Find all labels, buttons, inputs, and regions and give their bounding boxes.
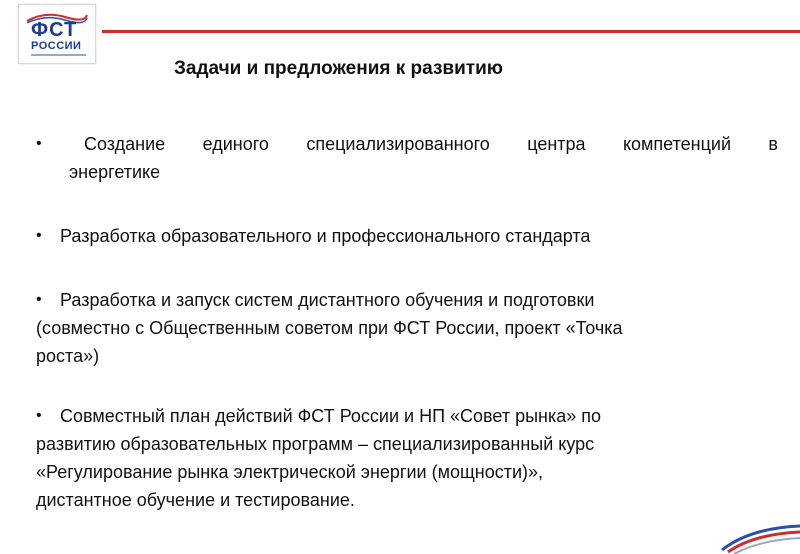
bullet-4-line-4: дистантное обучение и тестирование. [36, 490, 355, 510]
bullet-2-line-1: Разработка образовательного и профессионального стандарта [60, 226, 591, 246]
logo-text-fst: ФСТ [31, 19, 78, 41]
bullet-item-3 [36, 286, 776, 370]
logo-text-russia: РОССИИ [31, 40, 82, 52]
bullet-item-4 [36, 402, 776, 514]
bullet-1-line-1: Создание единого специализированного центра компетенций в [84, 134, 778, 154]
bullet-dot-icon: • [36, 135, 42, 152]
bullet-dot-icon: • [36, 291, 42, 308]
bullet-item-2 [36, 222, 590, 250]
bullet-3-line-3: роста») [36, 346, 100, 366]
bullet-3-line-1: Разработка и запуск систем дистантного обучения и подготовки [60, 290, 595, 310]
bullet-item-1 [36, 130, 778, 186]
bullet-4-line-1: Совместный план действий ФСТ России и НП «Совет рынка» по [60, 406, 602, 426]
header-red-rule [102, 30, 800, 33]
bullet-4-line-2: развитию образовательных программ – специализированный курс [36, 434, 595, 454]
logo-underline [31, 54, 86, 56]
bullet-1-line-2: энергетике [69, 162, 161, 182]
slide-title: Задачи и предложения к развитию [174, 58, 503, 79]
fst-logo [18, 4, 96, 64]
bullet-dot-icon: • [36, 227, 42, 244]
bullet-4-line-3: «Регулирование рынка электрической энергии (мощности)», [36, 462, 544, 482]
flag-swoosh-icon [720, 520, 800, 554]
bullet-dot-icon: • [36, 407, 42, 424]
bullet-3-line-2: (совместно с Общественным советом при ФСТ России, проект «Точка [36, 318, 623, 338]
